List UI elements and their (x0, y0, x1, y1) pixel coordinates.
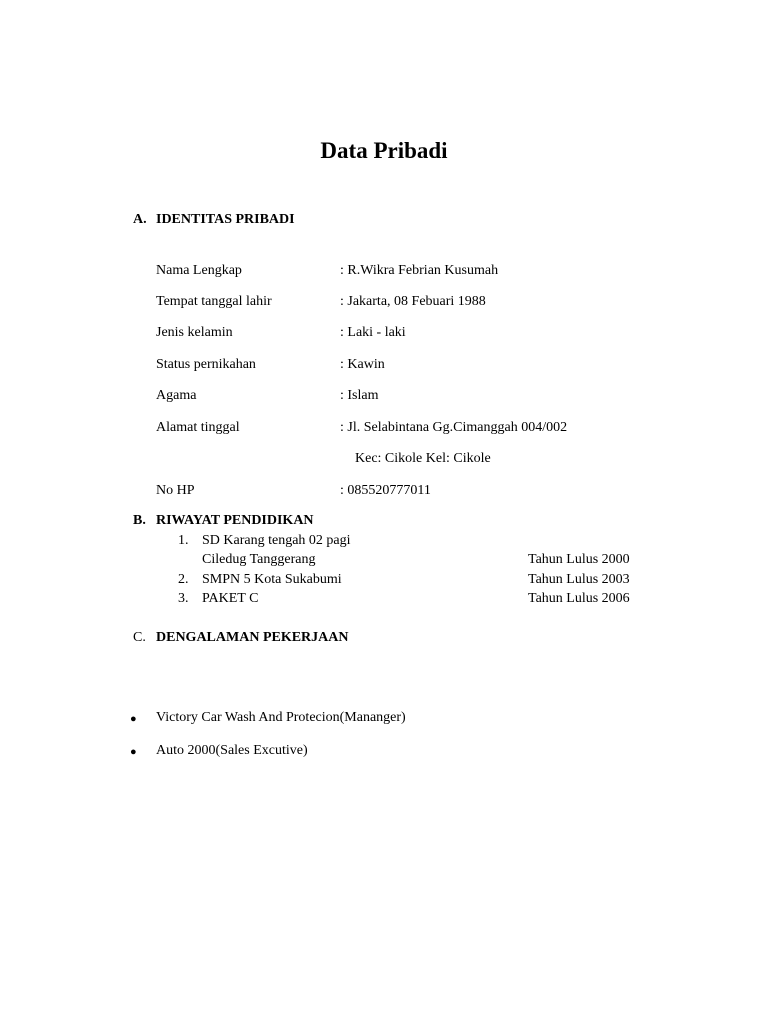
work-item: Auto 2000(Sales Excutive) (156, 743, 308, 758)
bullet-icon: ● (130, 746, 137, 758)
field-label-gender: Jenis kelamin (156, 325, 233, 340)
field-value-alamat: : Jl. Selabintana Gg.Cimanggah 004/002 (340, 420, 568, 435)
section-c-heading: DENGALAMAN PEKERJAAN (156, 630, 349, 645)
edu-item-year: Tahun Lulus 2003 (528, 572, 630, 587)
section-a-heading: IDENTITAS PRIBADI (156, 212, 295, 227)
edu-item-school: SMPN 5 Kota Sukabumi (202, 572, 342, 587)
field-label-alamat: Alamat tinggal (156, 420, 240, 435)
field-value-gender: : Laki - laki (340, 325, 406, 340)
section-c-marker: C. (133, 630, 146, 645)
field-value-ttl: : Jakarta, 08 Febuari 1988 (340, 294, 486, 309)
field-value-nama: : R.Wikra Febrian Kusumah (340, 263, 499, 278)
field-label-agama: Agama (156, 388, 197, 403)
field-value-alamat-line2: Kec: Cikole Kel: Cikole (355, 451, 491, 466)
work-item: Victory Car Wash And Protecion(Mananger) (156, 710, 406, 725)
section-b-heading: RIWAYAT PENDIDIKAN (156, 513, 314, 528)
edu-item-number: 3. (178, 591, 189, 606)
page-title: Data Pribadi (320, 138, 448, 163)
bullet-icon: ● (130, 713, 137, 725)
field-label-status: Status pernikahan (156, 357, 256, 372)
edu-item-number: 1. (178, 533, 189, 548)
field-value-hp: : 085520777011 (340, 483, 431, 498)
field-label-nama: Nama Lengkap (156, 263, 242, 278)
edu-item-school: PAKET C (202, 591, 259, 606)
edu-item-school: SD Karang tengah 02 pagi (202, 533, 351, 548)
field-label-hp: No HP (156, 483, 195, 498)
edu-item-year: Tahun Lulus 2006 (528, 591, 630, 606)
edu-item-year: Tahun Lulus 2000 (528, 552, 630, 567)
edu-item-number: 2. (178, 572, 189, 587)
field-value-agama: : Islam (340, 388, 379, 403)
edu-item-location: Ciledug Tanggerang (202, 552, 316, 567)
section-a-marker: A. (133, 212, 147, 227)
field-value-status: : Kawin (340, 357, 385, 372)
section-b-marker: B. (133, 513, 146, 528)
field-label-ttl: Tempat tanggal lahir (156, 294, 272, 309)
